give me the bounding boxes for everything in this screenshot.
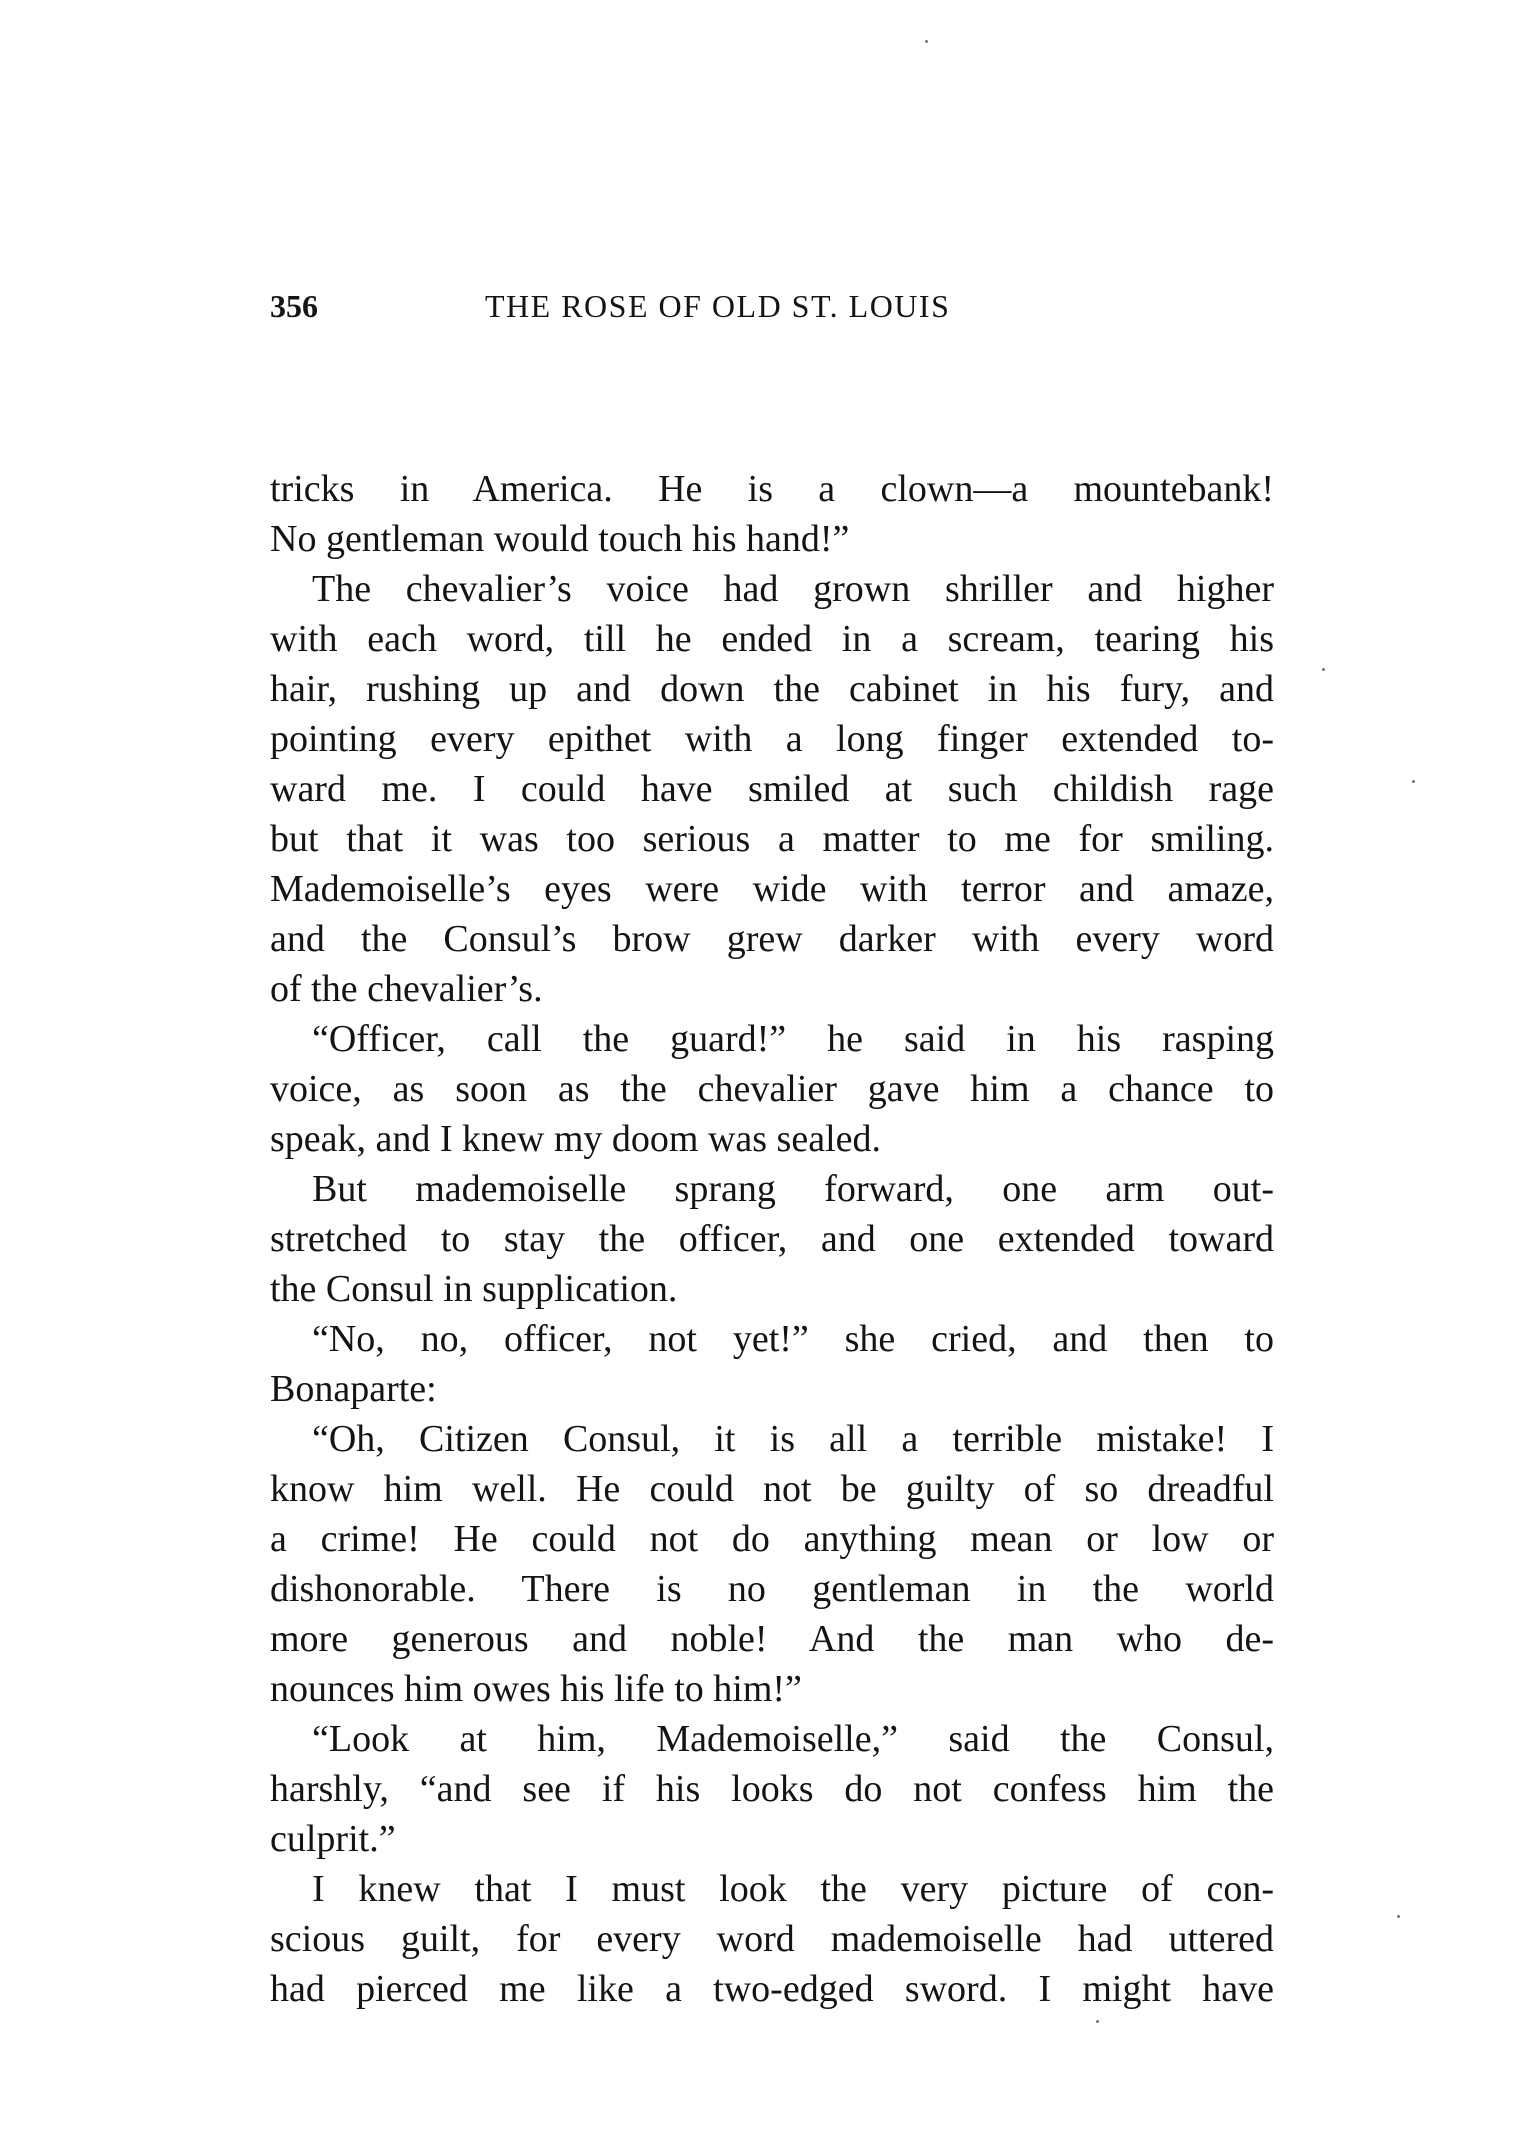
text-line: nounces him owes his life to him!” <box>270 1668 802 1710</box>
paragraph <box>270 1164 1274 1314</box>
text-line: But mademoiselle sprang forward, one arm out- <box>312 1168 1274 1210</box>
text-line: The chevalier’s voice had grown shriller and higher <box>312 568 1274 610</box>
text-line: ward me. I could have smiled at such childish rage <box>270 768 1274 810</box>
paragraph <box>270 1014 1274 1164</box>
text-line: “Look at him, Mademoiselle,” said the Consul, <box>312 1718 1274 1760</box>
text-line: more generous and noble! And the man who de- <box>270 1618 1274 1660</box>
paragraph <box>270 464 1274 564</box>
paragraph <box>270 1714 1274 1864</box>
text-line: had pierced me like a two-edged sword. I might have <box>270 1968 1274 2010</box>
text-line: I knew that I must look the very picture of con- <box>312 1868 1274 1910</box>
page-number: 356 <box>270 288 318 324</box>
text-line: voice, as soon as the chevalier gave him a chance to <box>270 1068 1274 1110</box>
body-text <box>270 464 1274 2014</box>
text-line: “Oh, Citizen Consul, it is all a terrible mistake! I <box>312 1418 1274 1460</box>
text-line: Mademoiselle’s eyes were wide with terror and amaze, <box>270 868 1274 910</box>
text-line: harshly, “and see if his looks do not confess him the <box>270 1768 1274 1810</box>
text-line: know him well. He could not be guilty of so dreadful <box>270 1468 1274 1510</box>
scan-speck <box>1322 668 1325 671</box>
text-line: pointing every epithet with a long finger extended to- <box>270 718 1274 760</box>
text-line: the Consul in supplication. <box>270 1268 678 1310</box>
text-line: with each word, till he ended in a scream, tearing his <box>270 618 1274 660</box>
text-line: “Officer, call the guard!” he said in his rasping <box>312 1018 1274 1060</box>
text-line: of the chevalier’s. <box>270 968 543 1010</box>
text-line: Bonaparte: <box>270 1368 437 1410</box>
paragraph <box>270 1314 1274 1414</box>
text-line: scious guilt, for every word mademoiselle had uttered <box>270 1918 1274 1960</box>
paragraph <box>270 564 1274 1014</box>
running-header <box>270 286 1274 326</box>
text-line: dishonorable. There is no gentleman in the world <box>270 1568 1274 1610</box>
text-line: tricks in America. He is a clown—a mountebank! <box>270 468 1274 510</box>
scan-speck <box>925 40 928 43</box>
paragraph <box>270 1864 1274 2014</box>
scan-speck <box>1397 1915 1400 1918</box>
text-line: speak, and I knew my doom was sealed. <box>270 1118 882 1160</box>
text-line: but that it was too serious a matter to me for smiling. <box>270 818 1274 860</box>
running-title: THE ROSE OF OLD ST. LOUIS <box>485 288 951 324</box>
text-line: a crime! He could not do anything mean or low or <box>270 1518 1274 1560</box>
scan-speck <box>1096 2020 1099 2023</box>
text-line: and the Consul’s brow grew darker with every word <box>270 918 1274 960</box>
paragraph <box>270 1414 1274 1714</box>
text-line: hair, rushing up and down the cabinet in his fury, and <box>270 668 1274 710</box>
text-line: stretched to stay the officer, and one extended toward <box>270 1218 1274 1260</box>
text-line: No gentleman would touch his hand!” <box>270 518 850 560</box>
text-line: “No, no, officer, not yet!” she cried, and then to <box>312 1318 1274 1360</box>
text-line: culprit.” <box>270 1818 396 1860</box>
scan-speck <box>1412 780 1415 783</box>
